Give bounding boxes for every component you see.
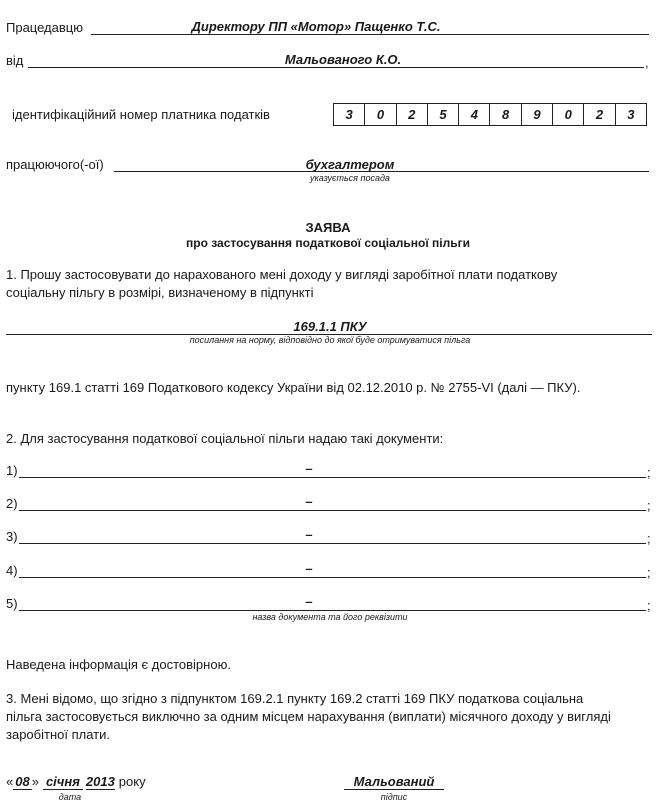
para3-line3: заробітної плати.: [6, 727, 110, 742]
employer-label: Працедавцю: [6, 20, 83, 35]
doc-item-num: 5): [6, 596, 18, 611]
tax-id-cells: [333, 103, 647, 126]
docs-hint: назва документа та його реквізити: [252, 612, 408, 622]
tax-id-digit: 2: [397, 104, 428, 125]
doc-item-line: [19, 543, 646, 544]
doc-item-end: ;: [647, 531, 651, 546]
date-day: 08: [15, 774, 30, 789]
para1-line1: 1. Прошу застосовувати до нарахованого мені доходу у вигляді заробітної плати податкову: [6, 267, 558, 282]
tax-id-digit: 3: [627, 107, 635, 122]
doc-item-line: [19, 510, 646, 511]
from-label: від: [6, 53, 24, 68]
doc-item-value: –: [305, 494, 313, 509]
confirmation-text: Наведена інформація є достовірною.: [6, 657, 231, 672]
doc-item-value: –: [305, 461, 313, 476]
date-field: [6, 774, 146, 790]
tax-id-digit: 8: [490, 104, 521, 125]
date-year: 2013: [85, 774, 115, 789]
para1-line2: соціальну пільгу в розмірі, визначеному в підпункті: [6, 285, 314, 300]
doc-item-num: 1): [6, 463, 18, 478]
employer-value: Директору ПП «Мотор» Пащенко Т.С.: [191, 19, 441, 34]
para3-line1: 3. Мені відомо, що згідно з підпунктом 169.2.1 пункту 169.2 статті 169 ПКУ податкова соціальна: [6, 691, 584, 706]
doc-item-num: 4): [6, 563, 18, 578]
doc-item-value: –: [305, 561, 313, 576]
doc-item-value: –: [305, 527, 313, 542]
doc-item-end: ;: [647, 498, 651, 513]
signature-value: Мальований: [344, 774, 444, 790]
employee-hint: указується посада: [310, 173, 390, 183]
doc-item-end: ;: [647, 565, 651, 580]
from-end: ,: [645, 55, 649, 70]
date-month: січня: [43, 774, 83, 790]
doc-item-num: 2): [6, 496, 18, 511]
tax-id-digit: 4: [459, 104, 490, 125]
tax-id-digit: 3: [334, 104, 365, 125]
employee-label: працюючого(-ої): [6, 157, 104, 172]
tax-id-label: ідентифікаційний номер платника податків: [12, 107, 270, 122]
norm-value: 169.1.1 ПКУ: [293, 319, 367, 334]
doc-item-end: ;: [647, 598, 651, 613]
date-open-quote: «: [6, 774, 14, 789]
norm-hint: посилання на норму, відповідно до якої буде отримуватися пільга: [189, 335, 471, 345]
para3-line2: пільга застосовується виключно за одним місцем нарахування (виплати) місячного доходу у вигляді: [6, 709, 611, 724]
doc-item-line: [19, 577, 646, 578]
document-title: ЗАЯВА: [305, 220, 351, 235]
doc-item-value: –: [305, 594, 313, 609]
from-line: [28, 67, 644, 68]
tax-id-digit: 5: [428, 104, 459, 125]
para2-intro: 2. Для застосування податкової соціальної пільги надаю такі документи:: [6, 431, 444, 446]
para1-line3: пункту 169.1 статті 169 Податкового кодексу України від 02.12.2010 р. № 2755-VI (далі — ПКУ).: [6, 380, 581, 395]
date-hint: дата: [58, 792, 82, 802]
employee-value: бухгалтером: [305, 157, 395, 172]
doc-item-line: [19, 477, 646, 478]
signature-hint: підпис: [380, 792, 408, 802]
tax-id-digit: 2: [584, 104, 615, 125]
tax-id-digit: 0: [553, 104, 584, 125]
employer-line: [91, 34, 649, 35]
doc-item-line: [19, 610, 646, 611]
document-subtitle: про застосування податкової соціальної пільги: [185, 236, 470, 250]
date-close-quote: »: [31, 774, 39, 789]
tax-id-digit: 0: [365, 104, 396, 125]
doc-item-end: ;: [647, 465, 651, 480]
date-suffix: року: [118, 774, 146, 789]
doc-item-num: 3): [6, 529, 18, 544]
from-value: Мальованого К.О.: [284, 52, 402, 67]
tax-id-digit: 9: [522, 104, 553, 125]
